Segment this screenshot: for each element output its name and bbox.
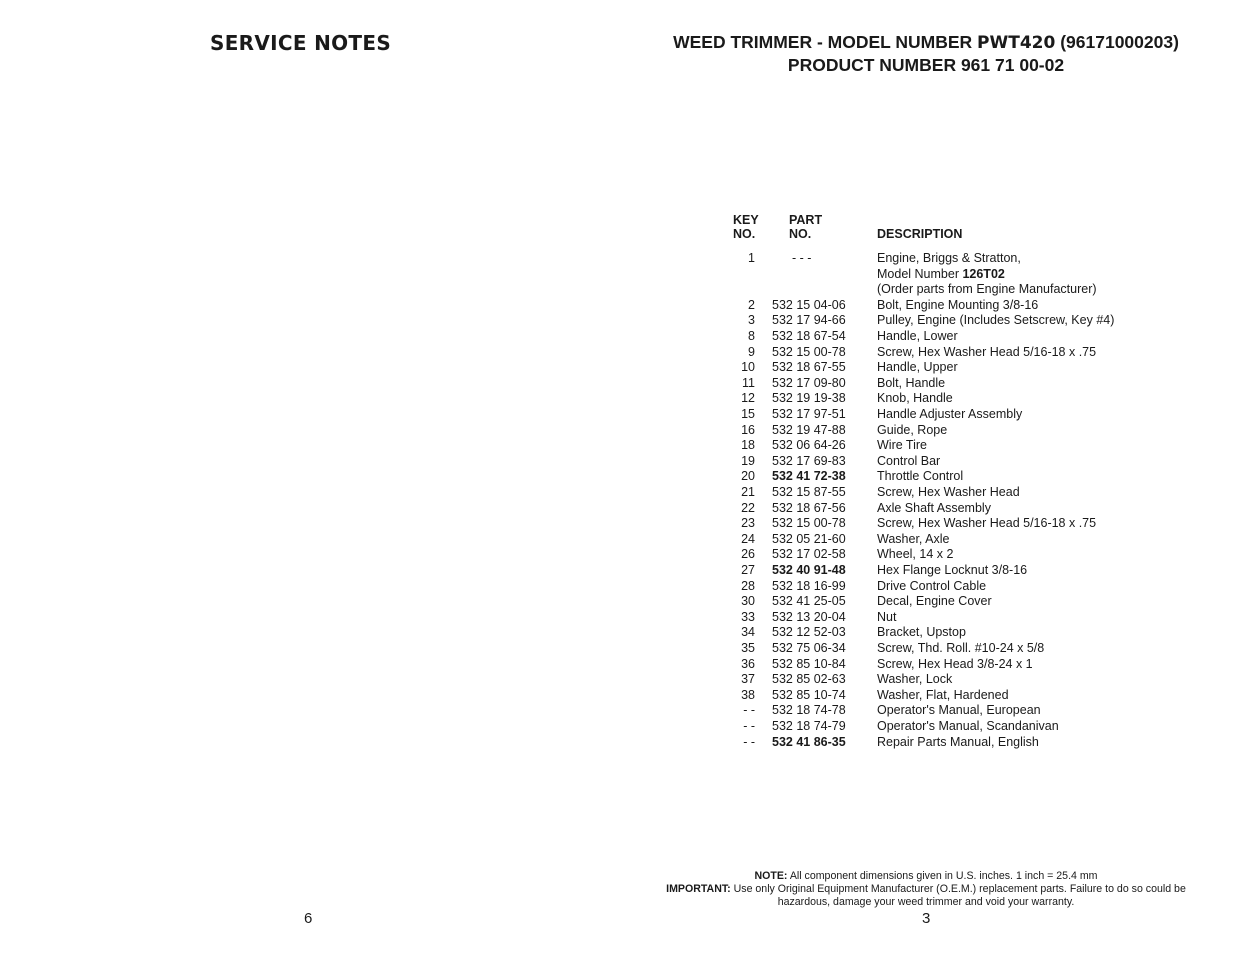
part-description: Hex Flange Locknut 3/8-16: [877, 563, 1028, 577]
key-header-line2: NO.: [733, 227, 756, 241]
part-description: Guide, Rope: [877, 422, 948, 437]
part-number: 532 18 16-99: [772, 578, 846, 593]
part-number: - - -: [792, 251, 812, 265]
important-label: IMPORTANT:: [666, 883, 731, 895]
parts-row: [0, 485, 1235, 501]
key-number: 27: [741, 563, 755, 577]
parts-row: [0, 579, 1235, 595]
part-number: 532 18 74-79: [772, 719, 846, 733]
key-number: 28: [741, 578, 755, 593]
part-description: Nut: [877, 609, 897, 624]
engine-model-number: [877, 267, 1005, 281]
key-number: 1: [748, 251, 755, 265]
part-number: 532 17 94-66: [772, 313, 846, 328]
key-number: 23: [741, 516, 755, 531]
key-number: 21: [741, 485, 755, 499]
part-number: 532 17 09-80: [772, 375, 846, 390]
part-description: Decal, Engine Cover: [877, 594, 992, 609]
part-description: Operator's Manual, European: [877, 703, 1041, 718]
parts-row: [0, 672, 1235, 688]
part-number: 532 19 19-38: [772, 391, 846, 406]
part-description: Bolt, Handle: [877, 375, 946, 390]
parts-row: [0, 501, 1235, 517]
part-number: 532 15 87-55: [772, 485, 846, 499]
engine-order-row: [0, 282, 1235, 298]
part-description: Washer, Lock: [877, 672, 953, 687]
parts-row: [0, 407, 1235, 423]
part-description: Screw, Hex Washer Head: [877, 485, 1020, 499]
part-description: Wire Tire: [877, 438, 927, 453]
parts-row: [0, 532, 1235, 548]
part-number: 532 75 06-34: [772, 641, 846, 655]
parts-row: [0, 251, 1235, 267]
engine-model-row: [0, 267, 1235, 283]
parts-row: [0, 329, 1235, 345]
part-number: 532 19 47-88: [772, 422, 846, 437]
part-description: Operator's Manual, Scandanivan: [877, 719, 1059, 733]
part-header-line1: PART: [789, 213, 823, 227]
key-number: 11: [742, 375, 755, 390]
part-description: Screw, Thd. Roll. #10-24 x 5/8: [877, 641, 1045, 655]
part-description: Screw, Hex Head 3/8-24 x 1: [877, 656, 1033, 671]
part-number: 532 41 72-38: [772, 469, 846, 484]
part-number: 532 17 97-51: [772, 407, 846, 421]
parts-row: [0, 688, 1235, 704]
important-text-continued: hazardous, damage your weed trimmer and void your warranty.: [777, 896, 1075, 908]
part-number: 532 18 67-56: [772, 500, 846, 515]
key-number: 18: [741, 438, 755, 453]
key-number: 12: [741, 391, 755, 406]
parts-row: [0, 454, 1235, 470]
part-description: Washer, Axle: [877, 531, 950, 546]
engine-model-value: 126T02: [962, 266, 1005, 281]
parts-row: [0, 423, 1235, 439]
parts-row: [0, 657, 1235, 673]
engine-model-label: Model Number: [877, 266, 963, 281]
header-line-2: PRODUCT NUMBER 961 71 00-02: [787, 55, 1065, 75]
page-number-right: 3: [922, 910, 931, 927]
part-header-line2: NO.: [789, 227, 812, 241]
key-number: 20: [741, 469, 755, 484]
important-line: [620, 883, 1232, 896]
page-number-left: 6: [304, 910, 313, 927]
part-number: 532 12 52-03: [772, 625, 846, 640]
parts-row: [0, 313, 1235, 329]
part-column-header: [789, 213, 822, 241]
part-description: Control Bar: [877, 453, 941, 468]
header-prefix: WEED TRIMMER - MODEL NUMBER: [673, 32, 978, 52]
key-column-header: [733, 213, 759, 241]
part-description: Screw, Hex Washer Head 5/16-18 x .75: [877, 344, 1097, 359]
engine-order-note: (Order parts from Engine Manufacturer): [877, 282, 1097, 297]
parts-row: [0, 719, 1235, 735]
parts-row: [0, 641, 1235, 657]
key-number: 3: [748, 313, 755, 328]
part-description: Engine, Briggs & Stratton,: [877, 251, 1021, 265]
key-number: 9: [748, 344, 755, 359]
footer-notes: [620, 870, 1232, 909]
key-number: 33: [741, 609, 755, 624]
parts-row: [0, 438, 1235, 454]
parts-row: [0, 703, 1235, 719]
parts-row: [0, 610, 1235, 626]
part-description: Bracket, Upstop: [877, 625, 966, 640]
part-number: 532 85 10-84: [772, 656, 846, 671]
part-number: 532 15 00-78: [772, 516, 846, 531]
part-description: Bolt, Engine Mounting 3/8-16: [877, 297, 1039, 312]
description-column-header: DESCRIPTION: [877, 227, 963, 241]
parts-row: [0, 298, 1235, 314]
key-number: 22: [741, 500, 755, 515]
service-notes-title: SERVICE NOTES: [210, 31, 392, 55]
key-number: 30: [741, 594, 755, 609]
part-number: 532 15 04-06: [772, 297, 846, 312]
parts-row: [0, 345, 1235, 361]
parts-row: [0, 516, 1235, 532]
parts-row: [0, 735, 1235, 751]
parts-row: [0, 563, 1235, 579]
parts-row: [0, 391, 1235, 407]
part-description: Repair Parts Manual, English: [877, 734, 1039, 749]
key-number: 36: [741, 656, 755, 671]
part-number: 532 41 25-05: [772, 594, 846, 609]
key-number: 37: [741, 672, 755, 687]
key-number: 19: [741, 453, 755, 468]
key-number: 38: [741, 687, 755, 702]
part-number: 532 40 91-48: [772, 563, 846, 577]
parts-row: [0, 469, 1235, 485]
key-number: 34: [741, 625, 755, 640]
key-number: 8: [748, 329, 755, 343]
parts-row: [0, 625, 1235, 641]
part-number: 532 18 74-78: [772, 703, 846, 718]
key-number: 15: [741, 407, 755, 421]
part-number: 532 18 67-54: [772, 329, 846, 343]
parts-row: [0, 547, 1235, 563]
part-description: Screw, Hex Washer Head 5/16-18 x .75: [877, 516, 1097, 531]
part-number: 532 41 86-35: [772, 734, 846, 749]
parts-row: [0, 360, 1235, 376]
key-number: - -: [743, 734, 755, 749]
important-text: Use only Original Equipment Manufacturer (O.E.M.) replacement parts. Failure to do so could be: [730, 883, 1186, 895]
key-number: 10: [741, 360, 755, 375]
page-header: [620, 31, 1232, 76]
key-number: 16: [741, 422, 755, 437]
part-number: 532 17 02-58: [772, 547, 846, 562]
part-number: 532 18 67-55: [772, 360, 846, 375]
header-suffix: (96171000203): [1055, 32, 1179, 52]
part-description: Knob, Handle: [877, 391, 953, 406]
part-description: Handle Adjuster Assembly: [877, 407, 1023, 421]
part-description: Pulley, Engine (Includes Setscrew, Key #4): [877, 313, 1115, 328]
part-number: 532 13 20-04: [772, 609, 846, 624]
part-description: Drive Control Cable: [877, 578, 987, 593]
part-description: Wheel, 14 x 2: [877, 547, 954, 562]
part-description: Washer, Flat, Hardened: [877, 687, 1009, 702]
part-description: Axle Shaft Assembly: [877, 500, 991, 515]
note-line: [620, 870, 1232, 883]
part-number: 532 05 21-60: [772, 531, 846, 546]
model-number: PWT420: [977, 33, 1056, 53]
key-number: 35: [741, 641, 755, 655]
note-text: All component dimensions given in U.S. inches. 1 inch = 25.4 mm: [787, 870, 1098, 882]
key-number: 26: [741, 547, 755, 562]
key-number: 24: [741, 531, 755, 546]
key-header-line1: KEY: [733, 213, 759, 227]
part-number: 532 85 02-63: [772, 672, 846, 687]
note-label: NOTE:: [754, 870, 788, 882]
header-line-1: [620, 31, 1232, 54]
part-number: 532 06 64-26: [772, 438, 846, 453]
part-number: 532 17 69-83: [772, 453, 846, 468]
part-description: Handle, Lower: [877, 329, 958, 343]
key-number: - -: [743, 703, 755, 718]
parts-row: [0, 376, 1235, 392]
part-description: Handle, Upper: [877, 360, 958, 375]
key-number: 2: [748, 297, 755, 312]
key-number: - -: [743, 719, 755, 733]
part-description: Throttle Control: [877, 469, 964, 484]
part-number: 532 15 00-78: [772, 344, 846, 359]
parts-row: [0, 594, 1235, 610]
part-number: 532 85 10-74: [772, 687, 846, 702]
